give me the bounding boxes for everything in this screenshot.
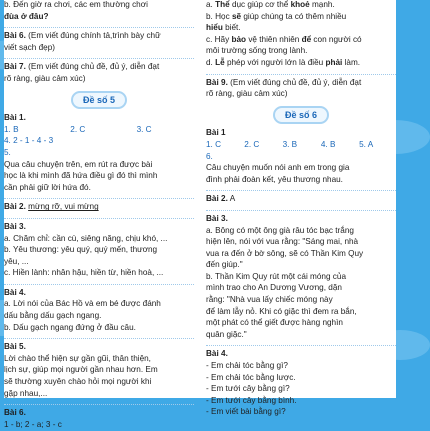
text-line: một phát có thể giết được hàng nghìn — [206, 318, 343, 328]
text-line: c. Hiền lành: nhân hậu, hiền từ, hiền hoà, ... — [4, 268, 164, 278]
text-line: rằng: "Nhà vua lấy chiếc móng này — [206, 295, 333, 305]
text-line — [4, 62, 194, 73]
exercise-title: Bài 2. — [4, 202, 26, 212]
divider — [206, 189, 396, 191]
divider — [4, 57, 194, 59]
exercise-text: (Em viết đúng chủ đề, đủ ý, diễn đạt — [25, 62, 160, 72]
text-line — [206, 35, 396, 46]
text-line: Qua câu chuyện trên, em rút ra được bài — [4, 159, 153, 169]
text-line: - Em viết bài bằng gì? — [206, 407, 286, 417]
divider — [4, 337, 194, 339]
text-line: 1 - b; 2 - a; 3 - c — [4, 419, 62, 429]
text-line: b. Dấu gạch ngang đứng ở đầu câu. — [4, 322, 136, 332]
text-part: dục giúp cơ thể — [229, 0, 291, 9]
answers-row — [206, 140, 396, 151]
text-line: đình phải đoàn kết, yêu thương nhau. — [206, 174, 343, 184]
exam-badge-wrap — [4, 91, 194, 110]
text-part: vệ thiên nhiên — [246, 34, 302, 44]
text-line: - Em tưới cây bằng gì? — [206, 384, 290, 394]
answer-page — [4, 0, 396, 429]
text-part: phép với người lớn là điều — [224, 57, 326, 67]
answer-text: A — [229, 194, 236, 204]
text-line: Câu chuyện muốn nói anh em trong gia — [206, 163, 350, 173]
right-column — [206, 0, 396, 419]
answer-item: 1. C — [206, 139, 222, 149]
text-line: - Em chải tóc bằng lược. — [206, 372, 296, 382]
text-line: sẽ thường xuyên chào hỏi mọi người khi — [4, 377, 152, 387]
exercise-label: Bài 6. — [4, 31, 26, 41]
exercise-title: Bài 4. — [206, 349, 228, 359]
exercise-title: Bài 3. — [4, 221, 26, 231]
text-line — [206, 78, 396, 89]
exam-badge-wrap — [206, 106, 396, 125]
text-part: làm. — [342, 57, 361, 67]
exercise-title: Bài 1 — [206, 128, 226, 138]
text-line: cần phải giữ lời hứa đó. — [4, 182, 91, 192]
left-column — [4, 0, 194, 431]
text-part: d. — [206, 57, 216, 67]
bold-word: hiểu — [206, 23, 223, 33]
text-line: rõ ràng, giàu cảm xúc) — [206, 89, 288, 99]
answers-row — [4, 125, 194, 136]
text-line: vua ra đến ở bờ sông, sẽ có Thần Kim Quy — [206, 248, 364, 258]
divider — [206, 344, 396, 346]
exam-badge: Đề số 5 — [71, 91, 127, 110]
text-line: hiện lên, nói với vua rằng: "Sáng mai, nhà — [206, 237, 359, 247]
text-line: a. Chăm chỉ: cần cù, siêng năng, chịu khó, ... — [4, 233, 168, 243]
answer-item: 5. A — [359, 139, 374, 149]
text-line — [206, 23, 396, 34]
text-line: rõ ràng, giàu cảm xúc) — [4, 73, 86, 83]
exercise-title: Bài 3. — [206, 213, 228, 223]
answer-item: 3. B — [282, 139, 298, 149]
exercise-title: Bài 2. — [206, 194, 228, 204]
exercise-label: Bài 7. — [4, 62, 26, 72]
text-line: đến giúp." — [206, 260, 243, 270]
text-line: lịch sự, giúp mọi người gần nhau hơn. Em — [4, 365, 158, 375]
divider — [4, 217, 194, 219]
text-line: a. Lời nói của Bác Hồ và em bé được đánh — [4, 299, 161, 309]
text-part: b. Học — [206, 11, 232, 21]
answer-item: 6. — [206, 151, 213, 161]
text-line: Lời chào thể hiện sự gần gũi, thân thiện, — [4, 353, 151, 363]
text-line: để làm lẫy nỏ. Khi có giặc thì đem ra bắn, — [206, 306, 357, 316]
text-line: gặp nhau,... — [4, 388, 48, 398]
exercise-title: Bài 6. — [4, 408, 26, 418]
text-line: b. Đến giờ ra chơi, các em thường chơi — [4, 0, 148, 9]
answer-item: 3. C — [136, 124, 152, 134]
text-line — [206, 58, 396, 69]
text-part: c. Hãy — [206, 34, 232, 44]
exercise-text: (Em viết đúng chủ đề, đủ ý, diễn đạt — [227, 77, 362, 87]
answer-item: 1. B — [4, 124, 19, 134]
text-line — [206, 194, 396, 205]
text-line: môi trường sống trong lành. — [206, 46, 308, 56]
answer-text: mừng rỡ, vui mừng — [28, 202, 99, 212]
text-part: giúp chúng ta có thêm nhiều — [241, 11, 347, 21]
exercise-title: Bài 4. — [4, 287, 26, 297]
bold-word: Lễ — [215, 57, 225, 67]
text-line: yêu, ... — [4, 256, 29, 266]
bold-word: khoẻ — [290, 0, 310, 9]
exam-badge: Đề số 6 — [273, 106, 329, 125]
text-line: học là khi mình đã hứa điều gì đó thì mình — [4, 171, 158, 181]
text-line — [4, 202, 194, 213]
text-part: biết. — [222, 23, 241, 33]
divider — [206, 209, 396, 211]
text-part: mạnh. — [309, 0, 335, 9]
answer-item: 2. C — [244, 139, 260, 149]
exercise-label: Bài 9. — [206, 77, 228, 87]
exercise-title: Bài 1. — [4, 113, 26, 123]
answer-item: 4. 2 - 1 - 4 - 3 — [4, 136, 54, 146]
divider — [4, 403, 194, 405]
text-line: b. Thần Kim Quy rút một cái móng của — [206, 271, 347, 281]
divider — [4, 283, 194, 285]
text-line — [206, 0, 396, 11]
text-line: viết sạch đẹp) — [4, 42, 55, 52]
text-line: a. Bông có một ông già râu tóc bạc trắng — [206, 225, 354, 235]
text-line: dấu bằng dấu gạch ngang. — [4, 311, 102, 321]
answer-item: 4. B — [320, 139, 336, 149]
divider — [4, 26, 194, 28]
bold-word: bảo — [231, 34, 247, 44]
exercise-title: Bài 5. — [4, 342, 26, 352]
divider — [206, 73, 396, 75]
text-line: b. Yêu thương: yêu quý, quý mến, thương — [4, 245, 158, 255]
bold-word: Thể — [215, 0, 230, 9]
text-line: quân giặc." — [206, 329, 247, 339]
answer-item: 5. — [4, 147, 11, 157]
text-line: đùa ở đâu? — [4, 11, 49, 21]
divider — [4, 197, 194, 199]
bold-word: sẽ — [231, 11, 242, 21]
bold-word: để — [301, 34, 312, 44]
text-line: - Em chải tóc bằng gì? — [206, 361, 288, 371]
text-line: - Em tưới cây bằng bình. — [206, 395, 297, 405]
text-part: a. — [206, 0, 216, 9]
text-part: con người có — [311, 34, 362, 44]
text-line — [4, 31, 194, 42]
text-line: mình trao cho An Dương Vương, dặn — [206, 283, 342, 293]
bold-word: phải — [325, 57, 343, 67]
exercise-text: (Em viết đúng chính tả,trình bày chữ — [25, 31, 161, 41]
text-line — [206, 12, 396, 23]
answer-item: 2. C — [70, 124, 86, 134]
